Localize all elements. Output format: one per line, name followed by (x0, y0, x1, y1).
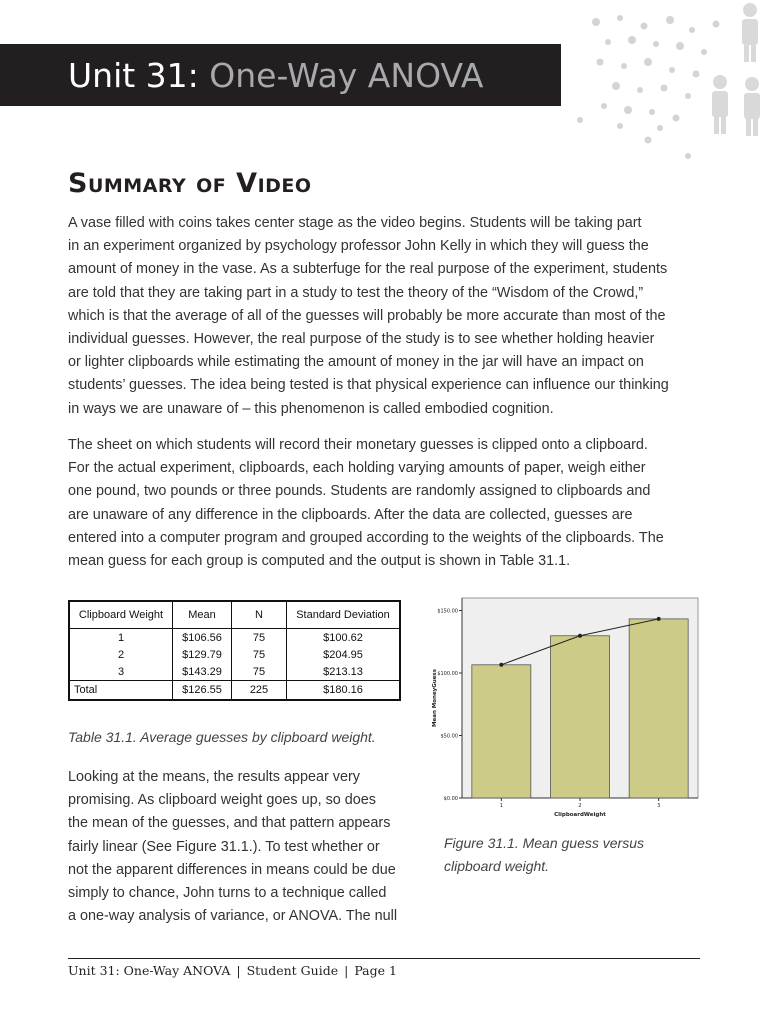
column-header: Standard Deviation (287, 601, 401, 629)
mean-point (499, 663, 503, 667)
mean-point (578, 634, 582, 638)
text-line: promising. As clipboard weight goes up, so does (68, 792, 376, 809)
table-cell: 75 (232, 646, 287, 663)
text-line: a one-way analysis of variance, or ANOVA. The null (68, 908, 398, 925)
unit-subtitle: One-Way ANOVA (209, 56, 484, 95)
footer-separator: | (236, 963, 241, 978)
decorative-dots-people-graphic (560, 0, 768, 170)
text-line: not the apparent differences in means could be due (68, 861, 396, 878)
table-cell: $106.56 (173, 629, 232, 647)
table-caption: Table 31.1. Average guesses by clipboard weight. (68, 729, 376, 745)
text-line: are unaware of any difference in the clipboards. After the data are collected, guesses are (68, 506, 633, 523)
table-cell: 75 (232, 629, 287, 647)
figure-caption-line: clipboard weight. (444, 858, 550, 874)
guess-statistics-table (68, 600, 401, 701)
page-footer (68, 962, 397, 980)
footer-unit: Unit 31: One-Way ANOVA (68, 963, 231, 978)
text-line: The sheet on which students will record their monetary guesses is clipped onto a clipboard. (68, 437, 648, 453)
text-line: fairly linear (See Figure 31.1.). To test whether or (68, 838, 380, 855)
text-line: Looking at the means, the results appear very (68, 769, 360, 785)
bar (551, 636, 610, 798)
table-cell: 75 (232, 663, 287, 681)
table-cell: $126.55 (173, 681, 232, 701)
text-line: are told that they are taking part in a study to test the theory of the “Wisdom of the Crowd,” (68, 284, 644, 301)
mean-guess-bar-chart (426, 596, 716, 822)
table-cell: $180.16 (287, 681, 401, 701)
table-cell: $143.29 (173, 663, 232, 681)
text-line: simply to chance, John turns to a technique called (68, 885, 387, 902)
bar (629, 619, 688, 798)
text-line: mean guess for each group is computed and the output is shown in Table 31.1. (68, 553, 571, 570)
text-line: individual guesses. However, the real purpose of the study is to see whether holding heavier (68, 331, 655, 348)
table-cell: $100.62 (287, 629, 401, 647)
table-cell: 3 (69, 663, 173, 681)
table-cell: 225 (232, 681, 287, 701)
table-row (69, 629, 400, 647)
text-line: one pound, two pounds or three pounds. Students are randomly assigned to clipboards and (68, 483, 651, 500)
column-header: Clipboard Weight (69, 601, 173, 629)
text-line: which is that the average of all of the guesses will probably be more accurate than most of the (68, 307, 666, 324)
table-cell: $213.13 (287, 663, 401, 681)
table-cell: 1 (69, 629, 173, 647)
figure-caption (444, 832, 714, 878)
summary-paragraph-2 (68, 434, 708, 573)
page-title (68, 54, 484, 98)
footer-page-number: Page 1 (354, 963, 397, 978)
footer-separator: | (344, 963, 349, 978)
footer-guide: Student Guide (246, 963, 339, 978)
text-line: in ways we are unaware of – this phenomenon is called embodied cognition. (68, 400, 554, 417)
footer-rule (68, 958, 700, 959)
x-tick-label: 2 (578, 803, 582, 809)
figure-caption-line: Figure 31.1. Mean guess versus (444, 835, 644, 851)
table-header-row (69, 601, 400, 629)
text-line: For the actual experiment, clipboards, each holding varying amounts of paper, weigh either (68, 460, 646, 477)
table-cell: $129.79 (173, 646, 232, 663)
table-row (69, 646, 400, 663)
text-line: amount of money in the vase. As a subterfuge for the real purpose of the experiment, students (68, 261, 668, 278)
y-tick-label: $0.00 (443, 796, 458, 802)
y-tick-label: $100.00 (437, 671, 458, 677)
bar (472, 665, 531, 798)
text-line: students’ guesses. The idea being tested is that physical experience can influence our thinking (68, 377, 669, 394)
mean-point (657, 617, 661, 621)
text-line: A vase filled with coins takes center stage as the video begins. Students will be taking part (68, 215, 642, 231)
analysis-paragraph (68, 766, 428, 928)
x-tick-label: 1 (499, 803, 503, 809)
table-total-row (69, 681, 400, 701)
text-line: entered into a computer program and grouped according to the weights of the clipboards. The (68, 529, 664, 546)
x-tick-label: 3 (657, 803, 661, 809)
text-line: or lighter clipboards while estimating the amount of money in the jar will have an impact on (68, 354, 644, 371)
summary-paragraph-1 (68, 212, 708, 421)
section-heading: Summary of Video (68, 168, 312, 199)
column-header: N (232, 601, 287, 629)
unit-label: Unit 31: (68, 56, 199, 95)
table-cell: Total (69, 681, 173, 701)
text-line: the mean of the guesses, and that pattern appears (68, 815, 391, 832)
y-tick-label: $150.00 (437, 608, 458, 615)
column-header: Mean (173, 601, 232, 629)
x-axis-label: ClipboardWeight (554, 812, 606, 818)
table-row (69, 663, 400, 681)
table-cell: 2 (69, 646, 173, 663)
table-cell: $204.95 (287, 646, 401, 663)
text-line: in an experiment organized by psychology professor John Kelly in which they will guess the (68, 238, 649, 255)
y-axis-label: Mean MoneyGuess (432, 669, 438, 727)
y-tick-label: $50.00 (440, 733, 458, 740)
